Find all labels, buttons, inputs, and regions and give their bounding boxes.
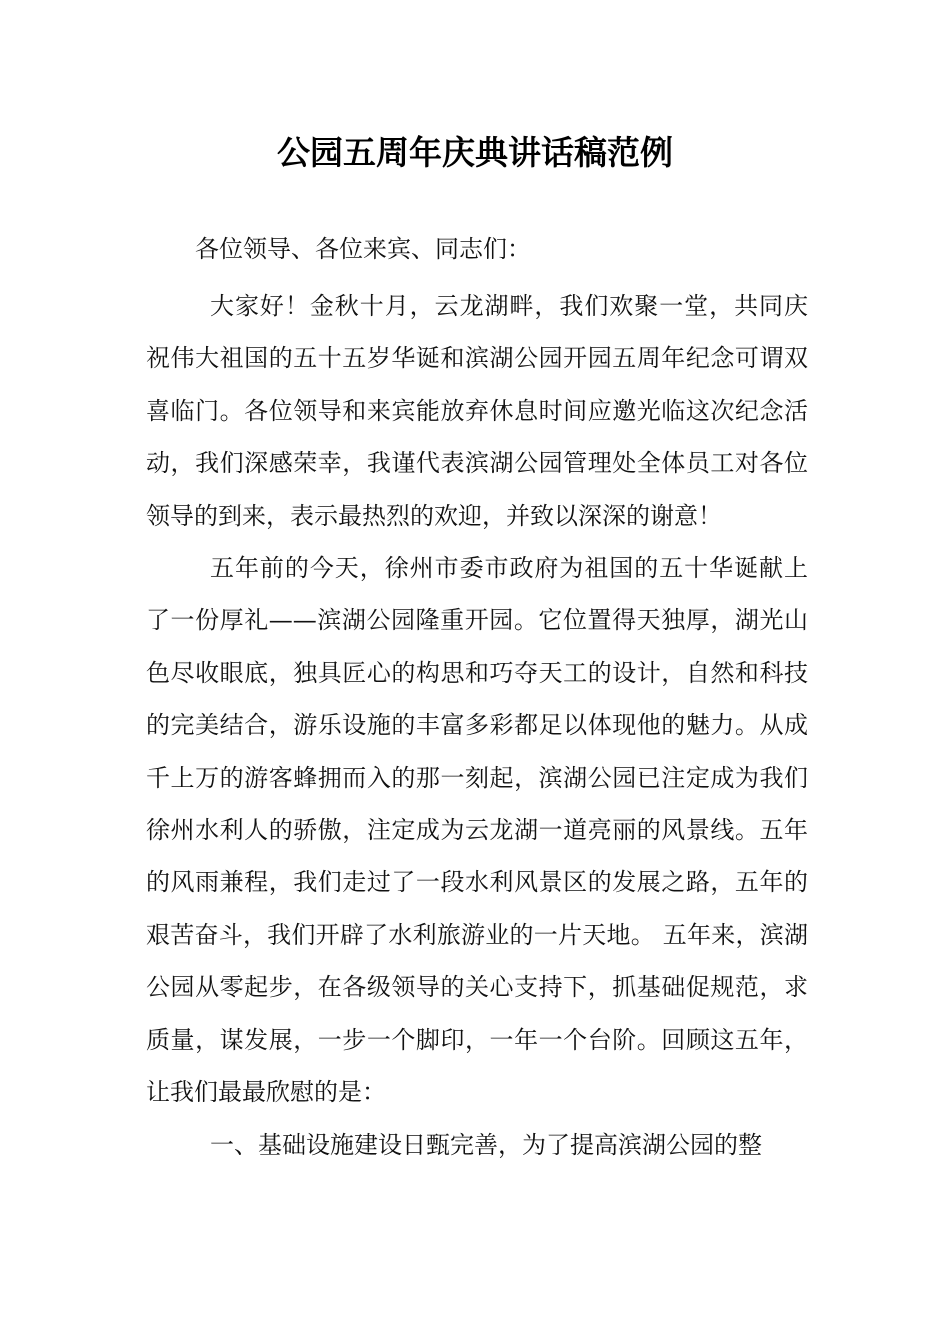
- paragraph-history: 五年前的今天，徐州市委市政府为祖国的五十华诞献上了一份厚礼——滨湖公园隆重开园。它位置得天独厚，湖光山色尽收眼底，独具匠心的构思和巧夺天工的设计，自然和科技的完美结合，游乐设施的丰富多彩都足以体现他的魅力。从成千上万的游客蜂拥而入的那一刻起，滨湖公园已注定成为我们徐州水利人的骄傲，注定成为云龙湖一道亮丽的风景线。五年的风雨兼程，我们走过了一段水利风景区的发展之路，五年的艰苦奋斗，我们开辟了水利旅游业的一片天地。 五年来，滨湖公园从零起步，在各级领导的关心支持下，抓基础促规范，求质量，谋发展，一步一个脚印，一年一个台阶。回顾这五年，让我们最最欣慰的是：: [146, 554, 808, 1107]
- paragraph-greeting: 大家好！金秋十月，云龙湖畔，我们欢聚一堂，共同庆祝伟大祖国的五十五岁华诞和滨湖公园开园五周年纪念可谓双喜临门。各位领导和来宾能放弃休息时间应邀光临这次纪念活动，我们深感荣幸，我谨代表滨湖公园管理处全体员工对各位领导的到来，表示最热烈的欢迎，并致以深深的谢意！: [146, 292, 808, 530]
- salutation: 各位领导、各位来宾、同志们：: [195, 235, 531, 263]
- paragraph-infrastructure: 一、基础设施建设日甄完善，为了提高滨湖公园的整: [210, 1130, 762, 1159]
- document-body: [146, 280, 808, 1171]
- document-title: 公园五周年庆典讲话稿范例: [277, 133, 673, 172]
